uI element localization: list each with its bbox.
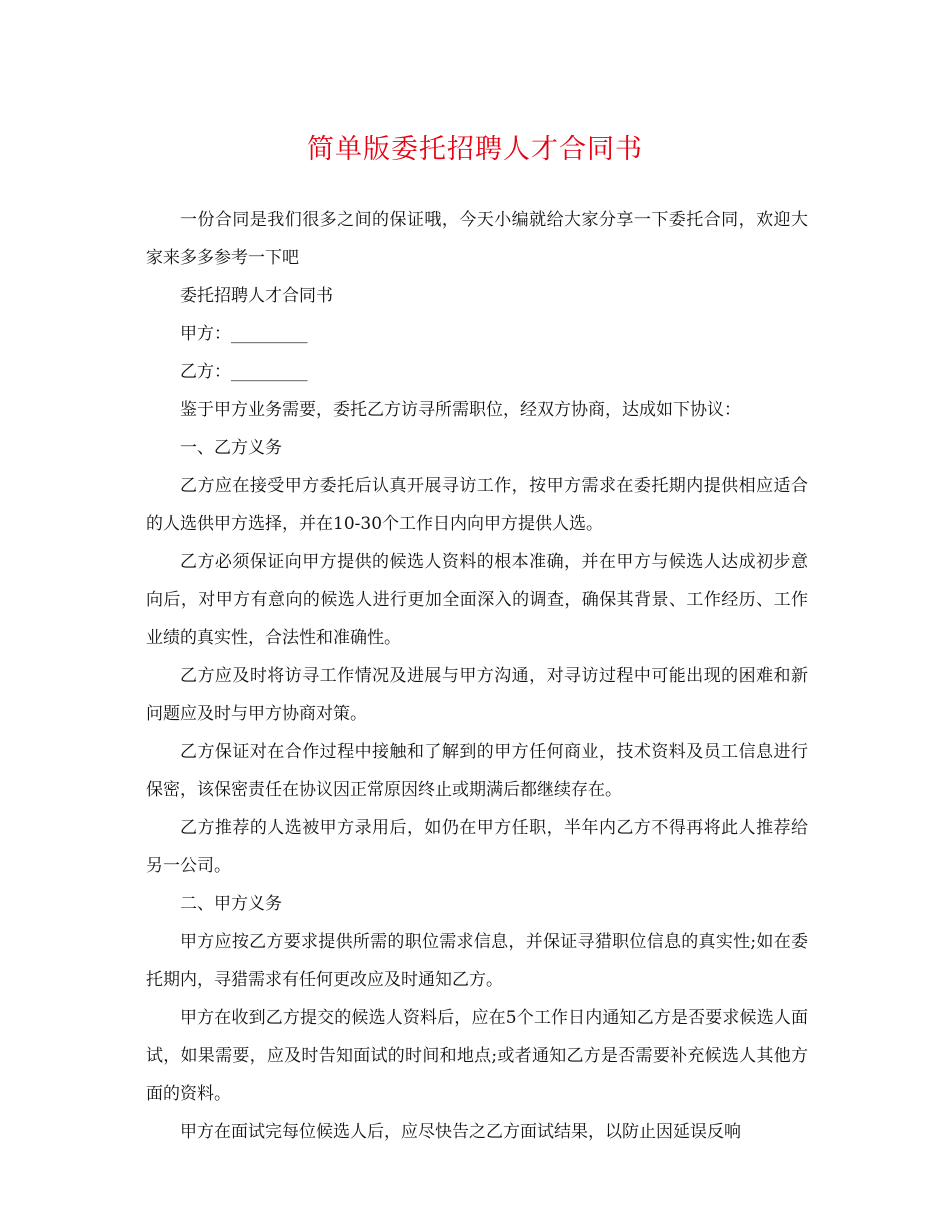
paragraph-intro: 一份合同是我们很多之间的保证哦，今天小编就给大家分享一下委托合同，欢迎大家来多多参考一下吧 <box>146 210 808 268</box>
party-b-line: 乙方：_________ <box>180 362 308 382</box>
paragraph-party-a-duty-3: 甲方在面试完每位候选人后，应尽快告之乙方面试结果，以防止因延误反响 <box>180 1122 741 1142</box>
paragraph-preamble: 鉴于甲方业务需要，委托乙方访寻所需职位，经双方协商，达成如下协议： <box>180 400 741 420</box>
paragraph-party-b-duty-1: 乙方应在接受甲方委托后认真开展寻访工作，按甲方需求在委托期内提供相应适合的人选供甲方选择，并在10-30个工作日内向甲方提供人选。 <box>146 476 808 534</box>
paragraph-party-b-duty-5: 乙方推荐的人选被甲方录用后，如仍在甲方任职，半年内乙方不得再将此人推荐给另一公司。 <box>146 818 808 876</box>
paragraph-party-b-duty-3: 乙方应及时将访寻工作情况及进展与甲方沟通，对寻访过程中可能出现的困难和新问题应及时与甲方协商对策。 <box>146 666 808 724</box>
paragraph-party-b-duty-2: 乙方必须保证向甲方提供的候选人资料的根本准确，并在甲方与候选人达成初步意向后，对甲方有意向的候选人进行更加全面深入的调查，确保其背景、工作经历、工作业绩的真实性，合法性和准确性。 <box>146 552 808 648</box>
document-body <box>146 201 808 1151</box>
section-heading-party-b-duties: 一、乙方义务 <box>180 438 282 458</box>
paragraph-party-a-duty-1: 甲方应按乙方要求提供所需的职位需求信息，并保证寻猎职位信息的真实性;如在委托期内，寻猎需求有任何更改应及时通知乙方。 <box>146 932 808 990</box>
paragraph-party-a-duty-2: 甲方在收到乙方提交的候选人资料后，应在5个工作日内通知乙方是否要求候选人面试，如果需要，应及时告知面试的时间和地点;或者通知乙方是否需要补充候选人其他方面的资料。 <box>146 1008 808 1104</box>
party-a-line: 甲方：_________ <box>180 324 308 344</box>
document-title: 简单版委托招聘人才合同书 <box>307 134 643 165</box>
section-heading-party-a-duties: 二、甲方义务 <box>180 894 282 914</box>
paragraph-contract-name: 委托招聘人才合同书 <box>180 286 333 306</box>
paragraph-party-b-duty-4: 乙方保证对在合作过程中接触和了解到的甲方任何商业，技术资料及员工信息进行保密，该保密责任在协议因正常原因终止或期满后都继续存在。 <box>146 742 808 800</box>
